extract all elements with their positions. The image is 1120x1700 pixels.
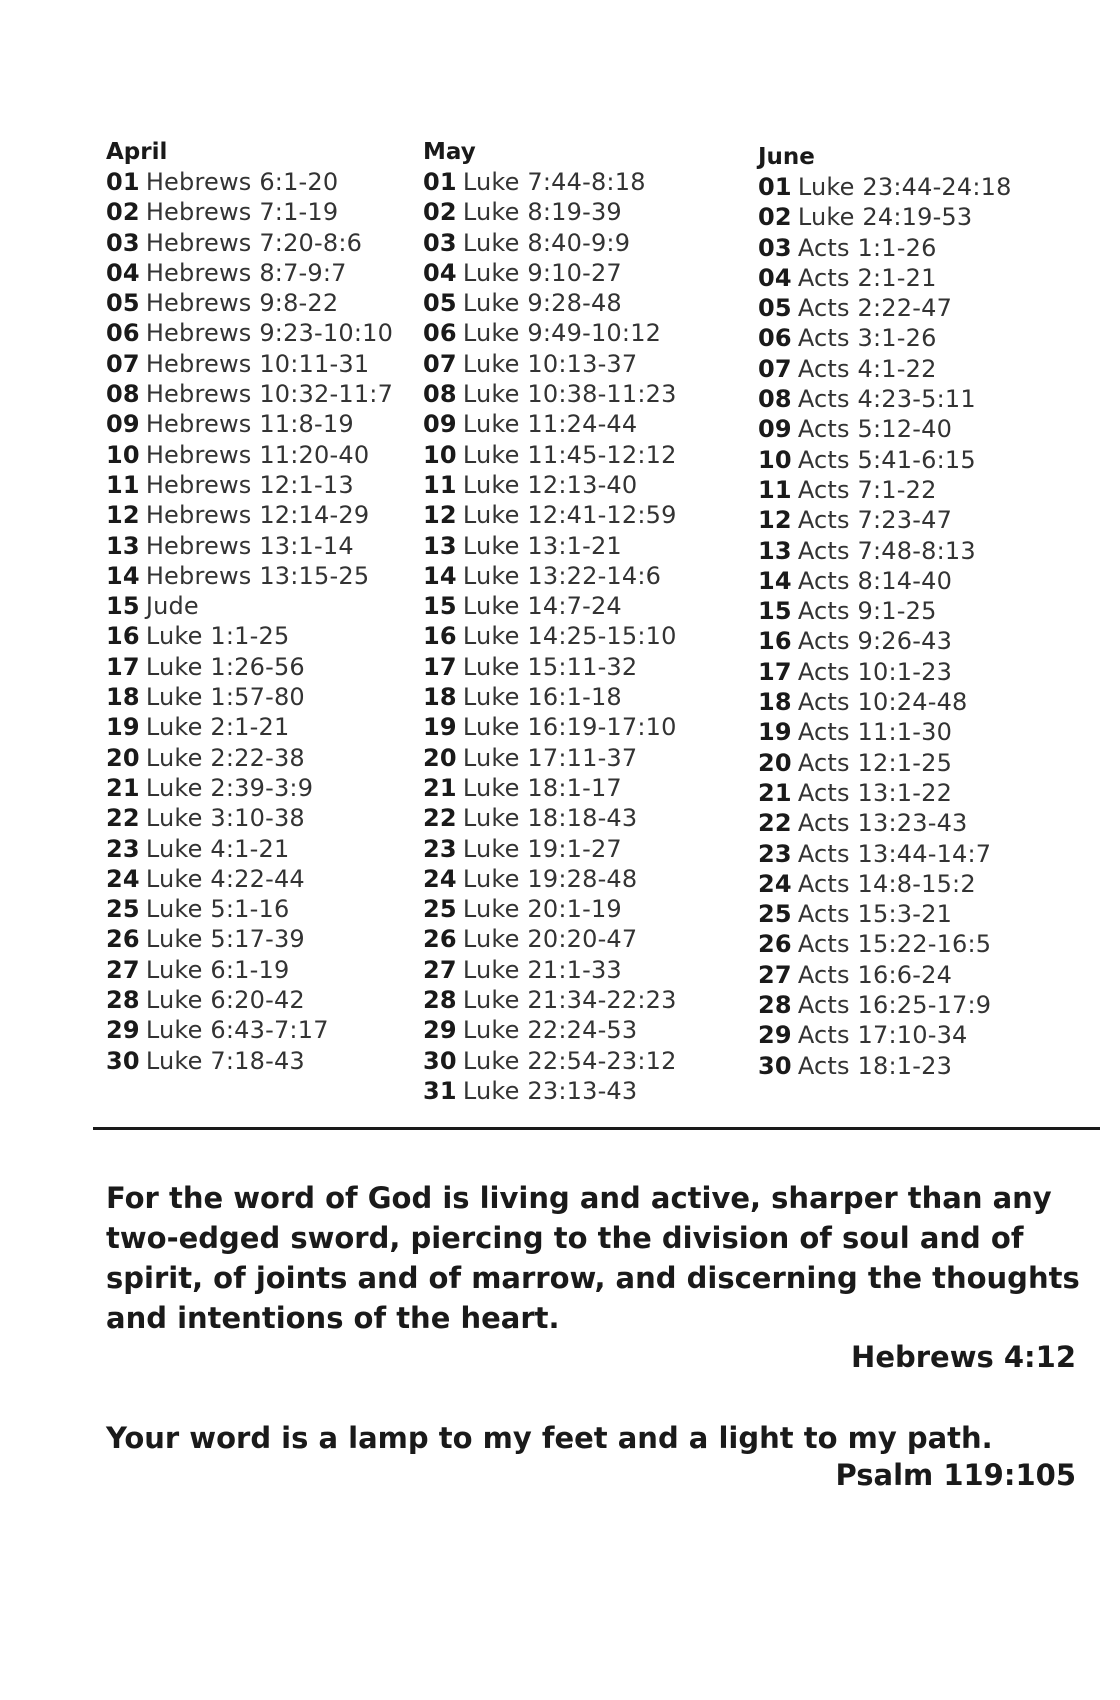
scripture-reference: Hebrews 13:15-25 (145, 561, 370, 590)
day-number: 01 (758, 173, 792, 201)
reading-entry (758, 293, 1012, 323)
reading-entry (106, 955, 393, 985)
scripture-reference: Luke 18:1-17 (462, 773, 622, 802)
reading-entry (106, 258, 393, 288)
verse-text: Your word is a lamp to my feet and a light to my path. (106, 1421, 993, 1455)
day-number: 28 (106, 986, 140, 1015)
day-number: 12 (758, 506, 792, 535)
day-number: 04 (758, 263, 792, 292)
scripture-reference: Acts 4:1-22 (797, 354, 937, 383)
day-number: 01 (423, 168, 457, 196)
reading-entry (423, 682, 677, 712)
reading-entry (106, 500, 393, 530)
scripture-reference: Luke 5:17-39 (145, 925, 305, 954)
reading-list (106, 167, 393, 1076)
day-number: 07 (106, 349, 140, 378)
reading-entry (423, 834, 677, 864)
scripture-reference: Acts 13:23-43 (797, 809, 968, 838)
scripture-reference: Luke 23:44-24:18 (797, 173, 1012, 201)
scripture-reference: Luke 6:20-42 (145, 986, 305, 1015)
day-number: 06 (106, 319, 140, 348)
scripture-reference: Luke 6:1-19 (145, 955, 290, 984)
reading-entry (423, 743, 677, 773)
day-number: 18 (758, 688, 792, 717)
scripture-reference: Luke 13:22-14:6 (462, 561, 662, 590)
reading-entry (758, 172, 1012, 202)
reading-entry (423, 500, 677, 530)
scripture-reference: Luke 7:18-43 (145, 1046, 305, 1075)
day-number: 09 (423, 410, 457, 439)
scripture-reference: Luke 14:25-15:10 (462, 622, 677, 651)
day-number: 22 (423, 804, 457, 833)
reading-entry (758, 899, 1012, 929)
day-number: 13 (423, 531, 457, 560)
april-column (106, 137, 393, 1076)
scripture-reference: Acts 2:1-21 (797, 263, 937, 292)
reading-entry (106, 894, 393, 924)
day-number: 23 (758, 839, 792, 868)
day-number: 12 (423, 501, 457, 530)
reading-entry (423, 712, 677, 742)
day-number: 28 (423, 986, 457, 1015)
scripture-reference: Acts 2:22-47 (797, 294, 953, 323)
scripture-reference: Luke 19:28-48 (462, 864, 638, 893)
scripture-reference: Luke 9:49-10:12 (462, 319, 662, 348)
day-number: 30 (423, 1046, 457, 1075)
reading-entry (758, 384, 1012, 414)
day-number: 22 (106, 804, 140, 833)
reading-entry (758, 323, 1012, 353)
day-number: 13 (106, 531, 140, 560)
day-number: 19 (106, 713, 140, 742)
day-number: 25 (758, 900, 792, 929)
day-number: 18 (106, 683, 140, 712)
reading-entry (423, 864, 677, 894)
reading-entry (106, 924, 393, 954)
reading-entry (106, 349, 393, 379)
scripture-reference: Acts 7:48-8:13 (797, 536, 976, 565)
reading-entry (758, 717, 1012, 747)
reading-entry (758, 475, 1012, 505)
reading-entry (423, 409, 677, 439)
reading-entry (106, 228, 393, 258)
scripture-reference: Luke 9:10-27 (462, 258, 622, 287)
reading-entry (106, 712, 393, 742)
scripture-reference: Acts 4:23-5:11 (797, 385, 976, 414)
reading-entry (106, 985, 393, 1015)
reading-entry (423, 1076, 677, 1106)
scripture-reference: Acts 1:1-26 (797, 233, 937, 262)
scripture-reference: Acts 9:26-43 (797, 627, 953, 656)
day-number: 21 (423, 773, 457, 802)
scripture-reference: Luke 10:38-11:23 (462, 380, 677, 409)
scripture-reference: Acts 18:1-23 (797, 1051, 953, 1080)
day-number: 16 (106, 622, 140, 651)
day-number: 07 (423, 349, 457, 378)
scripture-reference: Luke 3:10-38 (145, 804, 305, 833)
reading-entry (106, 1046, 393, 1076)
reading-entry (106, 864, 393, 894)
scripture-reference: Acts 10:1-23 (797, 657, 953, 686)
reading-entry (106, 621, 393, 651)
day-number: 02 (423, 198, 457, 227)
day-number: 13 (758, 536, 792, 565)
scripture-reference: Luke 21:1-33 (462, 955, 622, 984)
reading-entry (423, 167, 677, 197)
day-number: 29 (423, 1016, 457, 1045)
scripture-reference: Luke 23:13-43 (462, 1076, 638, 1105)
reading-entry (423, 288, 677, 318)
june-column (758, 142, 1012, 1081)
reading-entry (758, 960, 1012, 990)
day-number: 04 (106, 258, 140, 287)
day-number: 25 (423, 895, 457, 924)
day-number: 11 (106, 470, 140, 499)
day-number: 05 (106, 289, 140, 318)
scripture-reference: Hebrews 12:1-13 (145, 470, 354, 499)
day-number: 15 (423, 592, 457, 621)
scripture-reference: Luke 1:57-80 (145, 683, 305, 712)
day-number: 24 (758, 869, 792, 898)
reading-entry (758, 445, 1012, 475)
scripture-reference: Luke 1:1-25 (145, 622, 290, 651)
reading-entry (423, 773, 677, 803)
verse-citation: Hebrews 4:12 (851, 1340, 1076, 1374)
reading-entry (106, 1015, 393, 1045)
verse-citation: Psalm 119:105 (835, 1458, 1076, 1492)
day-number: 27 (106, 955, 140, 984)
reading-entry (758, 1020, 1012, 1050)
reading-entry (106, 561, 393, 591)
reading-entry (423, 894, 677, 924)
scripture-reference: Acts 3:1-26 (797, 324, 937, 353)
reading-list (423, 167, 677, 1106)
day-number: 22 (758, 809, 792, 838)
day-number: 16 (423, 622, 457, 651)
scripture-reference: Luke 11:24-44 (462, 410, 638, 439)
reading-entry (423, 258, 677, 288)
may-column (423, 137, 677, 1106)
reading-entry (758, 626, 1012, 656)
scripture-reference: Luke 21:34-22:23 (462, 986, 677, 1015)
day-number: 24 (423, 864, 457, 893)
scripture-reference: Acts 13:44-14:7 (797, 839, 992, 868)
scripture-reference: Hebrews 11:8-19 (145, 410, 354, 439)
reading-entry (106, 318, 393, 348)
day-number: 03 (106, 228, 140, 257)
reading-entry (758, 657, 1012, 687)
month-heading: June (758, 144, 815, 170)
reading-entry (758, 505, 1012, 535)
reading-entry (758, 687, 1012, 717)
scripture-reference: Acts 17:10-34 (797, 1021, 968, 1050)
day-number: 26 (423, 925, 457, 954)
reading-entry (758, 202, 1012, 232)
day-number: 05 (758, 294, 792, 323)
day-number: 27 (758, 960, 792, 989)
day-number: 02 (106, 198, 140, 227)
day-number: 11 (423, 470, 457, 499)
scripture-reference: Acts 10:24-48 (797, 688, 968, 717)
day-number: 17 (423, 652, 457, 681)
scripture-reference: Luke 16:1-18 (462, 683, 622, 712)
scripture-reference: Luke 11:45-12:12 (462, 440, 677, 469)
day-number: 29 (106, 1016, 140, 1045)
day-number: 30 (106, 1046, 140, 1075)
scripture-reference: Acts 16:25-17:9 (797, 991, 992, 1020)
day-number: 06 (758, 324, 792, 353)
scripture-reference: Acts 5:41-6:15 (797, 445, 976, 474)
reading-entry (758, 1051, 1012, 1081)
day-number: 31 (423, 1076, 457, 1105)
reading-entry (106, 197, 393, 227)
day-number: 15 (758, 597, 792, 626)
scripture-reference: Acts 13:1-22 (797, 778, 953, 807)
day-number: 10 (423, 440, 457, 469)
day-number: 02 (758, 203, 792, 232)
scripture-reference: Hebrews 11:20-40 (145, 440, 370, 469)
month-heading: April (106, 139, 168, 165)
reading-entry (106, 379, 393, 409)
reading-entry (106, 167, 393, 197)
month-heading: May (423, 139, 476, 165)
day-number: 17 (758, 657, 792, 686)
scripture-reference: Luke 5:1-16 (145, 895, 290, 924)
scripture-reference: Hebrews 7:20-8:6 (145, 228, 363, 257)
day-number: 19 (758, 718, 792, 747)
reading-entry (423, 561, 677, 591)
day-number: 07 (758, 354, 792, 383)
scripture-reference: Acts 5:12-40 (797, 415, 953, 444)
reading-entry (758, 536, 1012, 566)
reading-entry (423, 621, 677, 651)
day-number: 11 (758, 475, 792, 504)
day-number: 29 (758, 1021, 792, 1050)
scripture-reference: Luke 9:28-48 (462, 289, 622, 318)
scripture-reference: Luke 20:1-19 (462, 895, 622, 924)
reading-entry (758, 263, 1012, 293)
day-number: 18 (423, 683, 457, 712)
reading-entry (106, 773, 393, 803)
reading-entry (423, 470, 677, 500)
reading-entry (758, 869, 1012, 899)
day-number: 21 (106, 773, 140, 802)
scripture-reference: Luke 4:1-21 (145, 834, 290, 863)
scripture-reference: Luke 8:40-9:9 (462, 228, 631, 257)
reading-entry (423, 440, 677, 470)
scripture-reference: Luke 24:19-53 (797, 203, 973, 232)
day-number: 25 (106, 895, 140, 924)
scripture-reference: Hebrews 6:1-20 (145, 168, 339, 196)
scripture-reference: Hebrews 12:14-29 (145, 501, 370, 530)
reading-entry (106, 440, 393, 470)
reading-entry (758, 233, 1012, 263)
reading-list (758, 172, 1012, 1081)
scripture-reference: Hebrews 10:11-31 (145, 349, 370, 378)
day-number: 26 (758, 930, 792, 959)
day-number: 20 (423, 743, 457, 772)
scripture-reference: Hebrews 13:1-14 (145, 531, 354, 560)
day-number: 08 (758, 385, 792, 414)
day-number: 17 (106, 652, 140, 681)
day-number: 26 (106, 925, 140, 954)
day-number: 28 (758, 991, 792, 1020)
day-number: 30 (758, 1051, 792, 1080)
reading-entry (758, 929, 1012, 959)
day-number: 23 (106, 834, 140, 863)
scripture-reference: Luke 18:18-43 (462, 804, 638, 833)
day-number: 20 (106, 743, 140, 772)
scripture-reference: Luke 4:22-44 (145, 864, 305, 893)
scripture-reference: Acts 7:23-47 (797, 506, 953, 535)
reading-entry (423, 228, 677, 258)
scripture-reference: Luke 6:43-7:17 (145, 1016, 329, 1045)
day-number: 20 (758, 748, 792, 777)
reading-entry (106, 834, 393, 864)
reading-entry (106, 652, 393, 682)
scripture-reference: Luke 2:39-3:9 (145, 773, 314, 802)
scripture-reference: Luke 22:54-23:12 (462, 1046, 677, 1075)
verse-text: For the word of God is living and active, sharper than any two-edged sword, piercing to the division of soul and of spirit, of joints and of marrow, and discerning the thoughts and intentions of the heart. (106, 1181, 1080, 1335)
day-number: 23 (423, 834, 457, 863)
day-number: 14 (758, 566, 792, 595)
day-number: 10 (106, 440, 140, 469)
reading-entry (106, 682, 393, 712)
reading-entry (106, 531, 393, 561)
scripture-reference: Acts 12:1-25 (797, 748, 953, 777)
scripture-reference: Hebrews 8:7-9:7 (145, 258, 347, 287)
reading-entry (758, 596, 1012, 626)
day-number: 24 (106, 864, 140, 893)
day-number: 12 (106, 501, 140, 530)
reading-entry (423, 531, 677, 561)
scripture-reference: Acts 15:22-16:5 (797, 930, 992, 959)
scripture-reference: Acts 16:6-24 (797, 960, 953, 989)
scripture-reference: Luke 22:24-53 (462, 1016, 638, 1045)
scripture-reference: Hebrews 9:8-22 (145, 289, 339, 318)
day-number: 19 (423, 713, 457, 742)
reading-entry (106, 470, 393, 500)
scripture-reference: Acts 15:3-21 (797, 900, 953, 929)
scripture-reference: Hebrews 7:1-19 (145, 198, 339, 227)
reading-entry (758, 839, 1012, 869)
reading-entry (758, 748, 1012, 778)
scripture-reference: Luke 13:1-21 (462, 531, 622, 560)
scripture-reference: Luke 19:1-27 (462, 834, 622, 863)
reading-entry (106, 743, 393, 773)
day-number: 21 (758, 778, 792, 807)
scripture-reference: Hebrews 9:23-10:10 (145, 319, 394, 348)
day-number: 03 (758, 233, 792, 262)
reading-entry (423, 652, 677, 682)
reading-entry (758, 778, 1012, 808)
day-number: 09 (106, 410, 140, 439)
reading-entry (423, 591, 677, 621)
scripture-reference: Acts 7:1-22 (797, 475, 937, 504)
day-number: 14 (423, 561, 457, 590)
reading-entry (758, 354, 1012, 384)
day-number: 10 (758, 445, 792, 474)
scripture-reference: Acts 14:8-15:2 (797, 869, 976, 898)
day-number: 08 (106, 380, 140, 409)
reading-entry (106, 803, 393, 833)
day-number: 14 (106, 561, 140, 590)
reading-entry (423, 379, 677, 409)
reading-entry (106, 409, 393, 439)
reading-entry (423, 1046, 677, 1076)
day-number: 05 (423, 289, 457, 318)
reading-entry (423, 349, 677, 379)
reading-entry (423, 985, 677, 1015)
reading-entry (106, 288, 393, 318)
reading-entry (758, 808, 1012, 838)
scripture-reference: Luke 12:13-40 (462, 470, 638, 499)
reading-entry (423, 318, 677, 348)
reading-entry (423, 924, 677, 954)
scripture-reference: Luke 7:44-8:18 (462, 168, 646, 196)
scripture-reference: Luke 12:41-12:59 (462, 501, 677, 530)
scripture-reference: Acts 8:14-40 (797, 566, 953, 595)
scripture-reference: Luke 20:20-47 (462, 925, 638, 954)
scripture-reference: Luke 2:1-21 (145, 713, 290, 742)
day-number: 04 (423, 258, 457, 287)
scripture-reference: Luke 8:19-39 (462, 198, 622, 227)
scripture-reference: Hebrews 10:32-11:7 (145, 380, 394, 409)
scripture-reference: Acts 11:1-30 (797, 718, 953, 747)
scripture-reference: Luke 2:22-38 (145, 743, 305, 772)
reading-entry (106, 591, 393, 621)
scripture-reference: Luke 16:19-17:10 (462, 713, 677, 742)
scripture-reference: Acts 9:1-25 (797, 597, 937, 626)
day-number: 08 (423, 380, 457, 409)
scripture-reference: Luke 15:11-32 (462, 652, 638, 681)
scripture-reference: Luke 17:11-37 (462, 743, 638, 772)
divider (93, 1127, 1100, 1130)
reading-entry (423, 1015, 677, 1045)
reading-entry (758, 566, 1012, 596)
day-number: 03 (423, 228, 457, 257)
day-number: 27 (423, 955, 457, 984)
reading-entry (423, 955, 677, 985)
reading-entry (423, 803, 677, 833)
scripture-reference: Luke 1:26-56 (145, 652, 305, 681)
scripture-reference: Jude (145, 592, 199, 621)
day-number: 15 (106, 592, 140, 621)
day-number: 06 (423, 319, 457, 348)
day-number: 01 (106, 168, 140, 196)
day-number: 16 (758, 627, 792, 656)
day-number: 09 (758, 415, 792, 444)
reading-entry (758, 990, 1012, 1020)
reading-entry (758, 414, 1012, 444)
scripture-reference: Luke 14:7-24 (462, 592, 622, 621)
reading-entry (423, 197, 677, 227)
scripture-reference: Luke 10:13-37 (462, 349, 638, 378)
